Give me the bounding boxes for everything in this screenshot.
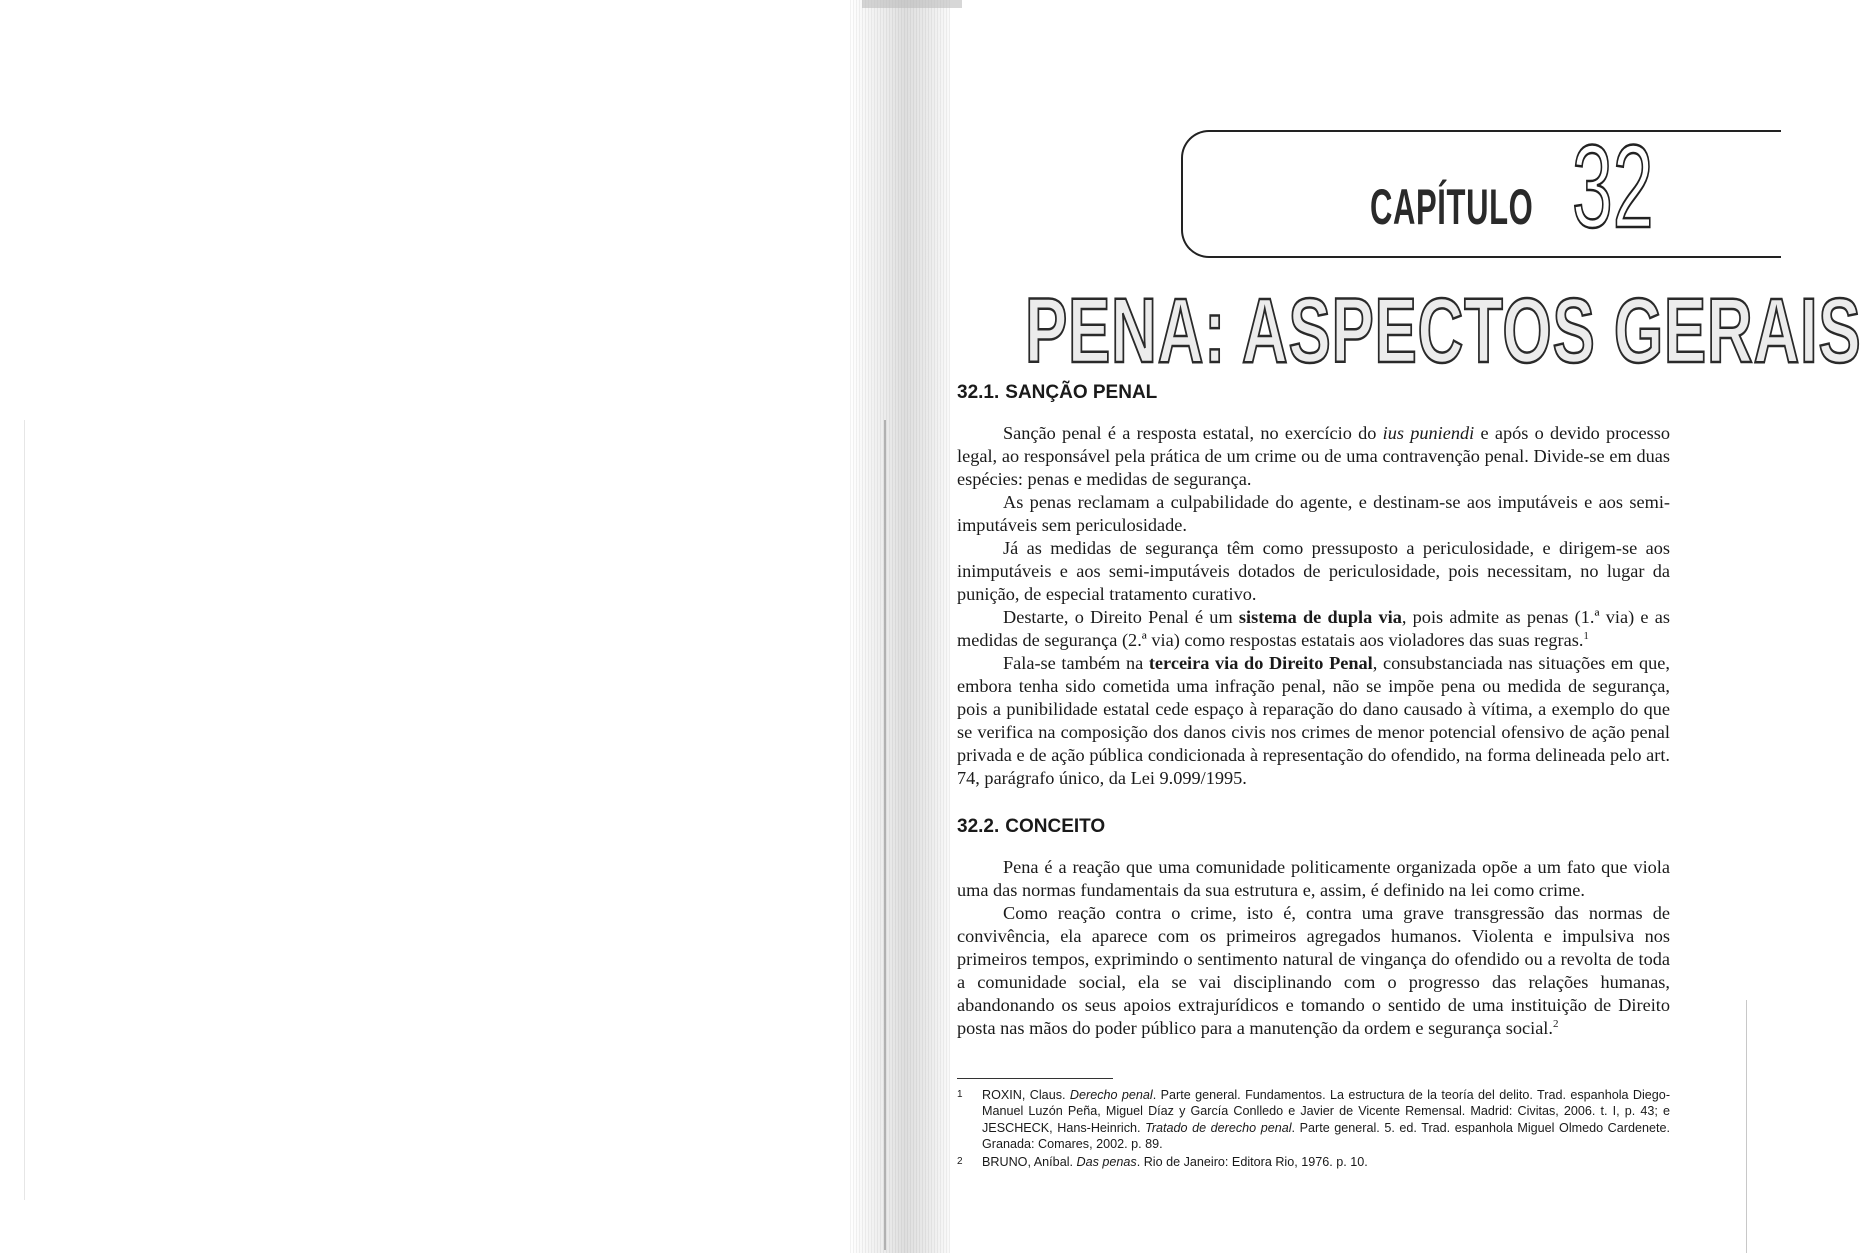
footnote-separator [957,1078,1113,1079]
footnote [957,1087,1670,1152]
section-heading [957,382,1670,404]
paragraph [957,606,1670,652]
text-run: . Parte general. 5. ed. Trad. espanhola Miguel Olmedo Cardenete. Granada: Comares, 2002. p. 89. [982,1120,1670,1151]
right-page-edge [1746,1000,1747,1253]
text-run: sistema de dupla via [1238,607,1402,627]
text-run: . Rio de Janeiro: Editora Rio, 1976. p. 10. [1136,1155,1368,1170]
text-run: Tratado de derecho penal [1145,1120,1292,1135]
section-heading [957,816,1670,838]
page-content [957,382,1670,1172]
footnotes [957,1087,1670,1170]
chapter-title: PENA: ASPECTOS GERAIS [1025,280,1861,382]
paragraph [957,652,1670,790]
sections [957,382,1670,1040]
footnote-text [982,1087,1670,1152]
left-page-margin-line [24,420,25,1200]
section [957,816,1670,1040]
section-number: 32.1. [957,382,1000,403]
text-run: BRUNO, Aníbal. [982,1155,1077,1170]
text-run: , consubstanciada nas situações em que, embora tenha sido cometida uma infração penal, não se impõe pena ou medida de segurança, pois a punibilidade estatal cede espaço à reparação do dano causado à vítima, a exemplo do que se verifica na composição dos danos civis nos crimes de menor potencial ofensivo de ação penal privada e de ação pública condicionada à representação do ofendido, na forma delineada pelo art. 74, parágrafo único, da Lei 9.099/1995. [957,653,1670,788]
paragraph [957,491,1670,537]
text-run: Sanção penal é a resposta estatal, no exercício do [1003,423,1383,443]
section [957,382,1670,790]
text-run: , pois admite as penas (1.ª via) e as medidas de segurança (2.ª via) como respostas estatais aos violadores das suas regras. [957,607,1670,650]
paragraph [957,856,1670,902]
footnote-number: 1 [957,1089,963,1100]
text-run: e após o devido processo legal, ao responsável pela prática de um crime ou de uma contravenção penal. Divide-se em duas espécies: penas e medidas de segurança. [957,423,1670,489]
section-title: SANÇÃO PENAL [1005,382,1158,403]
paragraph [957,422,1670,491]
section-title: CONCEITO [1005,816,1106,837]
gutter-fold-line [884,420,886,1250]
text-run: terceira via do Direito Penal [1148,653,1373,673]
footnote [957,1154,1670,1170]
gutter-shadow [862,0,962,8]
left-blank-page [0,0,850,1253]
footnote-reference: 1 [1583,629,1589,642]
text-run: Das penas [1076,1155,1137,1170]
text-run: Fala-se também na [1003,653,1149,673]
footnote-reference: 2 [1552,1017,1559,1030]
text-run: . Parte general. Fundamentos. La estructura de la teoría del delito. Trad. espanhola Diego-Manuel Luzón Peña, Miguel Díaz y García Conlledo e Javier de Vicente Remensal. Madrid: Civitas, 2006. t. I, p. 43; e JESCHECK, Hans-Heinrich. [982,1088,1671,1135]
text-run: As penas reclamam a culpabilidade do agente, e destinam-se aos imputáveis e aos semi-imputáveis sem periculosidade. [957,492,1670,535]
footnote-number: 2 [957,1156,963,1168]
text-run: Pena é a reação que uma comunidade politicamente organizada opõe a um fato que viola uma das normas fundamentais da sua estrutura e, assim, é definido na lei como crime. [957,857,1670,900]
text-run: Como reação contra o crime, isto é, contra uma grave transgressão das normas de convivência, ela aparece com os primeiros agregados humanos. Violenta e impulsiva nos primeiros tempos, exprimindo o sentimento natural de vingança do ofendido ou a revolta de toda a comunidade social, ela se vai disciplinando com o progresso das relações humanas, abandonando os seus apoios extrajurídicos e tomando o sentido de uma instituição de Direito posta nas mãos do poder público para a manutenção da ordem e segurança social. [957,903,1670,1038]
text-run: Já as medidas de segurança têm como pressuposto a periculosidade, e dirigem-se aos inimputáveis e aos semi-imputáveis dotados de periculosidade, pois necessitam, no lugar da punição, de especial tratamento curativo. [957,538,1670,604]
text-run: Derecho penal [1069,1088,1153,1102]
chapter-label: CAPÍTULO [1370,179,1534,235]
footnote-text [982,1154,1670,1170]
paragraph [957,902,1670,1040]
text-run: ROXIN, Claus. [982,1088,1070,1102]
text-run: ius puniendi [1382,423,1475,443]
paragraph [957,537,1670,606]
book-gutter [850,0,950,1253]
text-run: Destarte, o Direito Penal é um [1003,607,1239,627]
chapter-number: 32 [1572,121,1654,253]
section-number: 32.2. [957,816,1000,837]
